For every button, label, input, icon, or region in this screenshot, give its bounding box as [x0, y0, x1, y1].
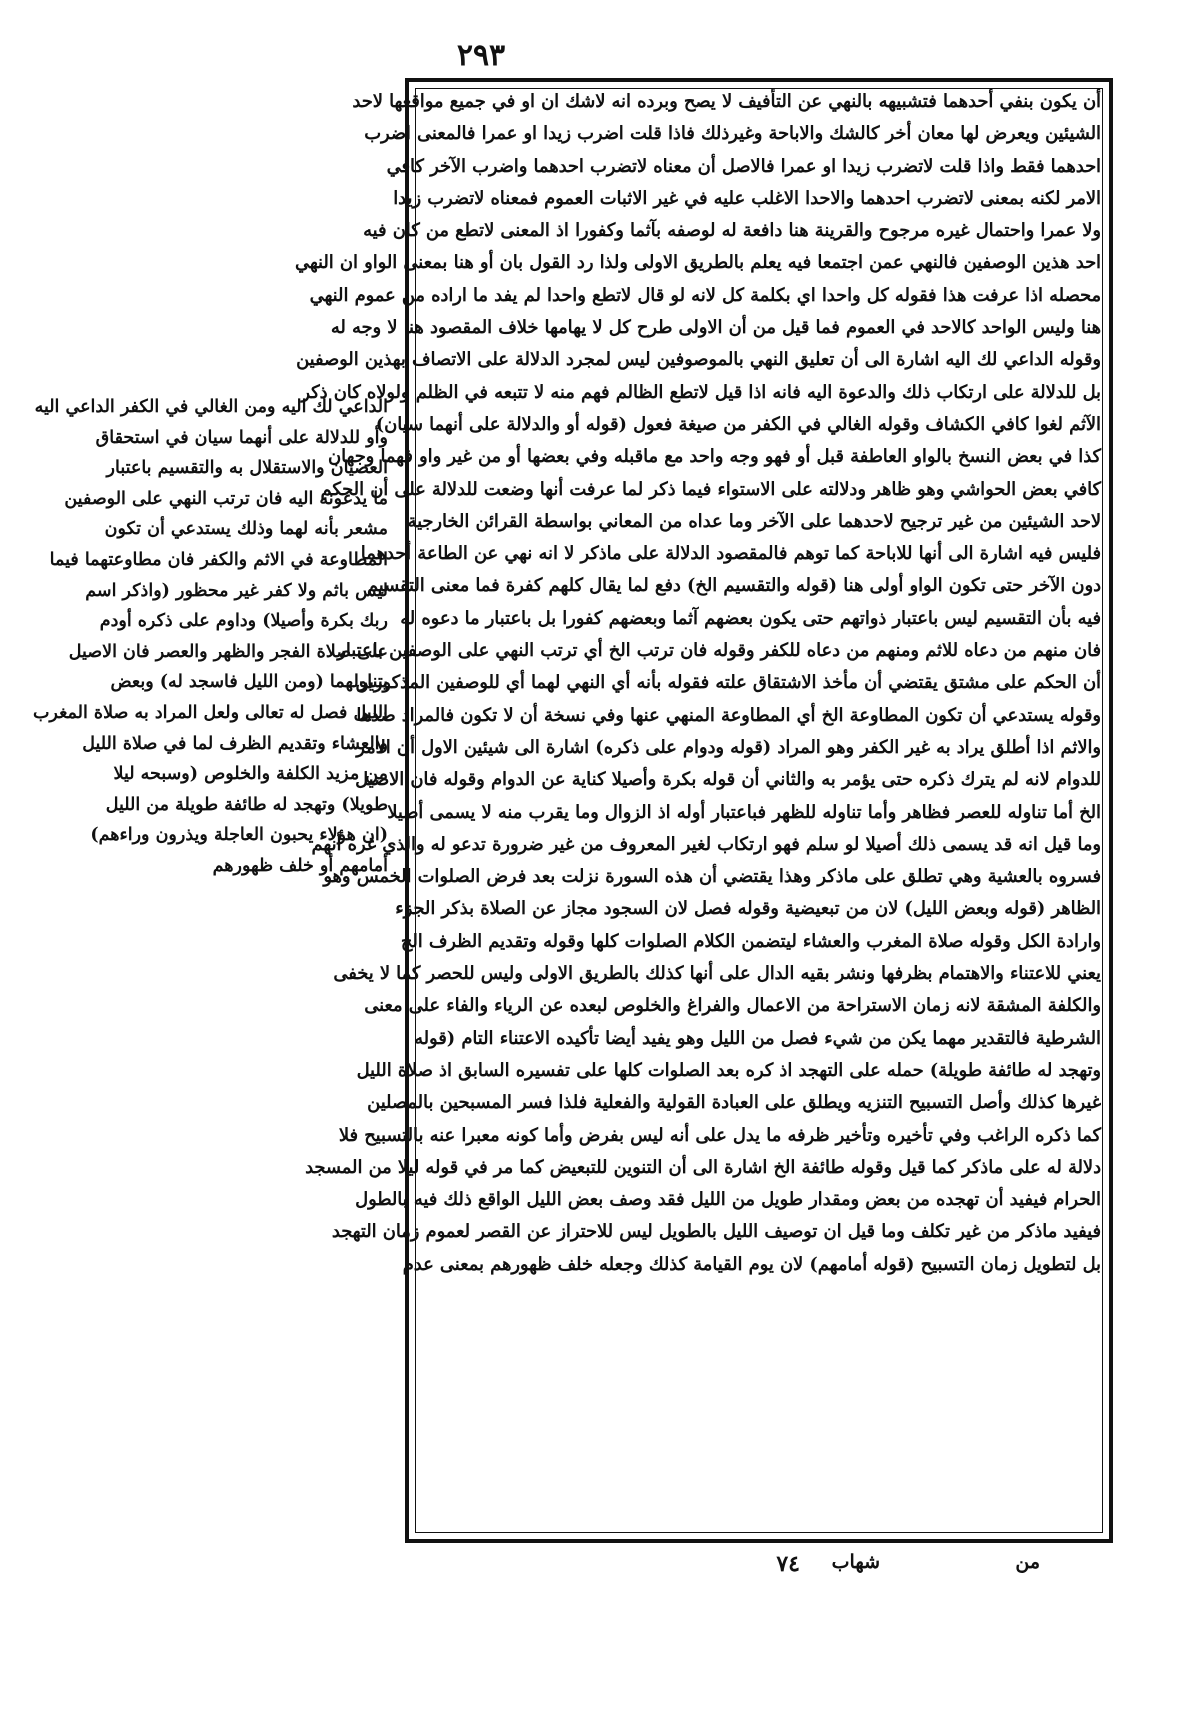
margin-text-line: والعشاء وتقديم الظرف لما في صلاة الليل — [82, 733, 388, 754]
main-text-line: وما قيل انه قد يسمى ذلك أصيلا لو سلم فهو ارتكاب لغير المعروف من غير ضرورة تدعو له والذي غره أنهم — [311, 833, 1101, 855]
main-text-line: احد هذين الوصفين فالنهي عمن اجتمعا فيه يعلم بالطريق الاولى ولذا رد القول بان أو هنا بمعنى الواو ان النهي — [295, 252, 1101, 274]
main-text-line: فيفيد ماذكر من غير تكلف وما قيل ان توصيف الليل بالطويل ليس للاحتراز عن القصر لعموم زمان التهجد — [331, 1221, 1101, 1243]
main-text-line: الآثم لغوا كافي الكشاف وقوله الغالي في الكفر من صيغة فعول (قوله أو والدلالة على أنهما سيان) — [375, 413, 1101, 435]
margin-text-line: أمامهم أو خلف ظهورهم — [212, 855, 388, 876]
main-text-line: دلالة له على ماذكر كما قيل وقوله طائفة الخ اشارة الى أن التنوين للتبعيض كما مر في قوله ليلا من المسجد — [305, 1156, 1101, 1178]
main-text-line: والكلفة المشقة لانه زمان الاستراحة من الاعمال والفراغ والخلوص لبعده عن الرياء والفاء على معنى — [364, 995, 1101, 1017]
main-text-line: محصله اذا عرفت هذا فقوله كل واحدا اي بكلمة كل لانه لو قال لاتطع واحدا لم يفد ما اراده من عموم النهي — [309, 284, 1101, 306]
catchword: من — [1015, 1551, 1040, 1573]
margin-text-line: الليل فصل له تعالى ولعل المراد به صلاة المغرب — [32, 702, 388, 723]
main-text-line: الامر لكنه بمعنى لاتضرب احدهما والاحدا الاغلب عليه في غير الاثبات العموم فمعناه لاتضرب زيدا — [393, 187, 1101, 209]
main-text-line: كما ذكره الراغب وفي تأخيره وتأخير ظرفه ما يدل على أنه ليس بفرض وأما كونه معبرا عنه بالتسبيح فلا — [338, 1124, 1101, 1146]
main-text-line: فليس فيه اشارة الى أنها للاباحة كما توهم فالمقصود الدلالة على ماذكر لا انه نهي عن الطاعة أحدهما — [360, 543, 1101, 565]
margin-text-line: طويلا) وتهجد له طائفة طويلة من الليل — [105, 794, 388, 815]
main-text-line: كذا في بعض النسخ بالواو العاطفة قبل أو فهو وجه واحد مع ماقبله وفي بعضها أو من غير واو فهما وجهان — [328, 446, 1101, 468]
main-text-line: الشرطية فالتقدير مهما يكن من شيء فصل من الليل وهو يفيد أيضا تأكيده الاعتناء التام (قوله — [414, 1027, 1101, 1049]
margin-text-line: المطاوعة في الاثم والكفر فان مطاوعتهما فيما — [49, 549, 388, 570]
main-text-line: فيه بأن التقسيم ليس باعتبار ذواتهم حتى يكون بعضهم آثما وبعضهم كفورا بل باعتبار ما دعوه له — [400, 607, 1101, 629]
margin-text-line: الداعي لك اليه ومن الغالي في الكفر الداعي اليه — [34, 397, 388, 417]
main-text-line: لاحد الشيئين من غير ترجيح لاحدهما على الآخر وما عداه من المعاني بواسطة القرائن الخارجية — [407, 510, 1101, 532]
margin-gloss — [32, 392, 388, 882]
main-text-line: بل للدلالة على ارتكاب ذلك والدعوة اليه فانه اذا قيل لاتطع الظالم فهم منه لا تتبعه في الظلم ولولاه كان ذكر — [301, 381, 1101, 403]
margin-text-line: ما يدعونه اليه فان ترتب النهي على الوصفين — [64, 488, 388, 509]
main-text-line: كافي بعض الحواشي وهو ظاهر ودلالته على الاستواء فيما ذكر لما عرفت أنها وضعت للدلالة على أن الحكم — [320, 478, 1101, 500]
main-text-line: وقوله يستدعي أن تكون المطاوعة الخ أي المطاوعة المنهي عنها وفي نسخة أن لا تكون فالمراد ضدها — [356, 704, 1101, 726]
main-text-line: أن الحكم على مشتق يقتضي أن مأخذ الاشتقاق علته فقوله بأنه أي النهي لهما أي للوصفين المذكورين — [355, 672, 1101, 694]
main-text-line: الحرام فيفيد أن تهجده من بعض ومقدار طويل من الليل فقد وصف بعض الليل الواقع ذلك فيه بالطول — [355, 1189, 1101, 1211]
margin-text-line: ربك بكرة وأصيلا) وداوم على ذكره أودم — [99, 611, 388, 632]
main-text-line: الشيئين ويعرض لها معان أخر كالشك والاباحة وغيرذلك فاذا قلت اضرب زيدا او عمرا فالمعنى اضرب — [364, 123, 1101, 145]
main-text-line: احدهما فقط واذا قلت لاتضرب زيدا او عمرا فالاصل أن معناه لاتضرب احدهما واضرب الآخر كافي — [386, 155, 1101, 177]
main-text-line: غيرها كذلك وأصل التسبيح التنزيه ويطلق على العبادة القولية والفعلية فلذا فسر المسبحين بالمصلين — [367, 1092, 1101, 1114]
signature-word: شهاب — [831, 1551, 880, 1573]
margin-text-line: مشعر بأنه لهما وذلك يستدعي أن تكون — [104, 519, 388, 540]
main-text-line: وتهجد له طائفة طويلة) حمله على التهجد اذ كره بعد الصلوات كلها على تفسيره السابق اذ صلاة الليل — [356, 1059, 1101, 1081]
main-text-line: هنا وليس الواحد كالاحد في العموم فما قيل من أن الاولى طرح كل لا يهامها خلاف المقصود هنا لا وجه له — [330, 317, 1101, 339]
main-text-line: وارادة الكل وقوله صلاة المغرب والعشاء ليتضمن الكلام الصلوات كلها وقوله وتقديم الظرف الخ — [400, 930, 1101, 952]
main-text-line: وقوله الداعي لك اليه اشارة الى أن تعليق النهي بالموصوفين ليس لمجرد الدلالة على الاتصاف بهذين الوصفين — [296, 349, 1101, 371]
main-text-line: فان منهم من دعاه للاثم ومنهم من دعاه للكفر وقوله فان ترتب الخ أي ترتب النهي على الوصفين باعتبار — [337, 640, 1101, 662]
margin-text-line: من مزيد الكلفة والخلوص (وسبحه ليلا — [113, 764, 388, 785]
main-text-line: يعني للاعتناء والاهتمام بظرفها ونشر بقيه الدال على أنها كذلك بالطريق الاولى وليس للحصر كما لا يخفى — [333, 963, 1101, 985]
main-text-line: أن يكون بنفي أحدهما فتشبيهه بالنهي عن التأفيف لا يصح وبرده انه لاشك ان او في جميع مواقعها لاحد — [352, 91, 1101, 112]
margin-text-line: على صلاة الفجر والظهر والعصر فان الاصيل — [68, 641, 388, 662]
main-text-line: فسروه بالعشية وهي تطلق على ماذكر وهذا يقتضي أن هذه السورة نزلت بعد فرض الصلوات الخمس وهو — [323, 866, 1101, 888]
page-number: ٢٩٣ — [456, 38, 506, 73]
margin-text-line: (ان هؤلاء يحبون العاجلة ويذرون وراءهم) — [90, 825, 388, 846]
main-text-line: الخ أما تناوله للعصر فظاهر وأما تناوله للظهر فباعتبار أوله اذ الزوال وما يقرب منه لا يسمى أصيلا — [387, 801, 1101, 823]
main-text-line: دون الآخر حتى تكون الواو أولى هنا (قوله والتقسيم الخ) دفع لما يقال كلهم كفرة فما معنى التقسيم — [366, 575, 1101, 597]
main-text-line: الظاهر (قوله وبعض الليل) لان من تبعيضية وقوله فصل لان السجود مجاز عن الصلاة بذكر الجزء — [395, 898, 1101, 920]
signature-number: ٧٤ — [776, 1551, 800, 1577]
page-footer — [400, 1547, 1120, 1587]
margin-text-line: يتناولهما (ومن الليل فاسجد له) وبعض — [110, 672, 388, 693]
margin-text-line: ليس باثم ولا كفر غير محظور (واذكر اسم — [85, 580, 388, 601]
main-text-line: بل لتطويل زمان التسبيح (قوله أمامهم) لان يوم القيامة كذلك وجعله خلف ظهورهم بمعنى عدم — [402, 1253, 1101, 1275]
margin-text-line: العصيان والاستقلال به والتقسيم باعتبار — [106, 458, 388, 479]
main-text-line: للدوام لانه لم يترك ذكره حتى يؤمر به والثاني أن قوله بكرة وأصيلا كناية عن الدوام وقوله فان الاصيل — [355, 769, 1101, 791]
main-text-line: ولا عمرا واحتمال غيره مرجوح والقرينة هنا دافعة له لوصفه بآثما وكفورا اذ المعنى لاتطع من كان فيه — [363, 220, 1101, 242]
margin-text-line: وأو للدلالة على أنهما سيان في استحقاق — [95, 427, 388, 448]
main-text-line: والاثم اذا أطلق يراد به غير الكفر وهو المراد (قوله ودوام على ذكره) اشارة الى شيئين الاول أن الامر — [356, 736, 1101, 758]
